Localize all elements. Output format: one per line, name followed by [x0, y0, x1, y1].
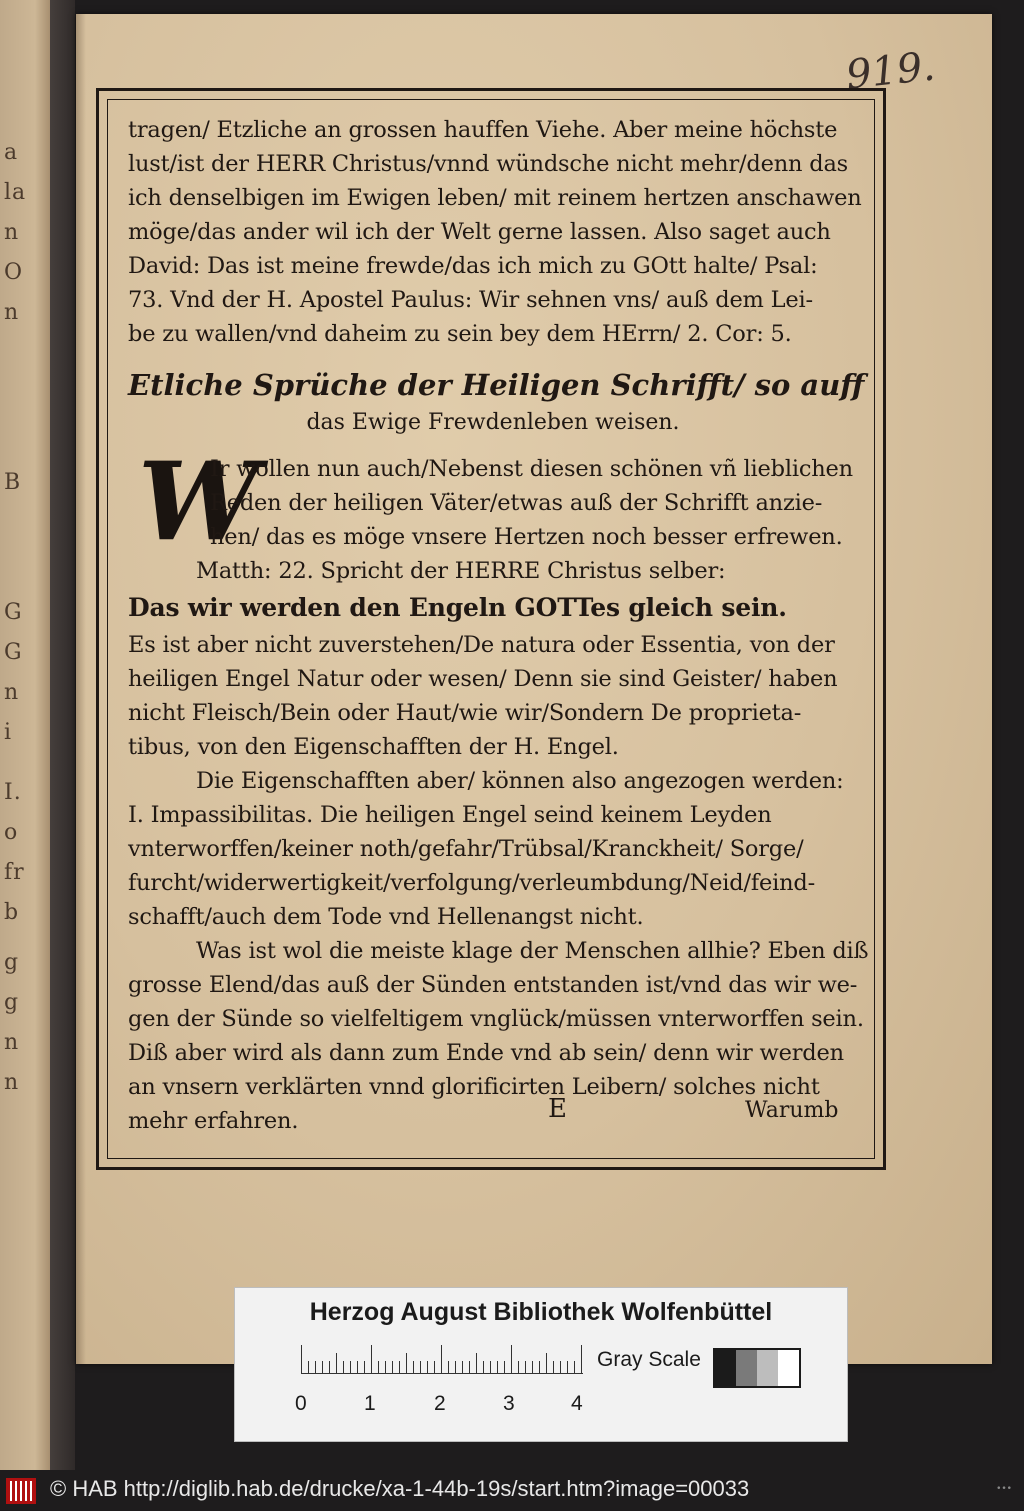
ruler-tick [504, 1361, 505, 1373]
text-line: Es ist aber nicht zuverstehen/De natura oder Essentia, von der [128, 632, 835, 658]
ruler-number: 0 [295, 1392, 307, 1415]
library-name: Herzog August Bibliothek Wolfenbüttel [309, 1298, 773, 1326]
book-spine [0, 0, 75, 1470]
ruler-number: 3 [503, 1392, 515, 1415]
folio-number: 919. [843, 43, 938, 99]
text-line: David: Das ist meine frewde/das ich mich zu GOtt halte/ Psal: [128, 253, 818, 279]
ruler-tick [567, 1361, 568, 1373]
section-heading [128, 364, 865, 440]
ruler-tick [301, 1345, 302, 1373]
gray-scale-label: Gray Scale [597, 1348, 701, 1371]
drop-capital: W [138, 439, 260, 565]
ruler-tick [525, 1361, 526, 1373]
text-line: nicht Fleisch/Bein oder Haut/wie wir/Sondern De proprieta- [128, 700, 802, 726]
ruler-tick [553, 1361, 554, 1373]
text-line: heiligen Engel Natur oder wesen/ Denn sie sind Geister/ haben [128, 666, 838, 692]
text-line: Ir wollen nun auch/Nebenst diesen schönen vñ lieblichen [210, 456, 853, 482]
ruler-tick [455, 1361, 456, 1373]
scale-ruler [301, 1346, 583, 1374]
gray-swatch [778, 1350, 799, 1386]
ruler-tick [546, 1353, 547, 1373]
ruler-tick [378, 1361, 379, 1373]
ruler-number: 2 [434, 1392, 446, 1415]
ruler-tick [581, 1345, 582, 1373]
ruler-tick [420, 1361, 421, 1373]
page-gutter-shadow [76, 14, 86, 1364]
ruler-tick [336, 1353, 337, 1373]
ruler-tick [413, 1361, 414, 1373]
ruler-tick [539, 1361, 540, 1373]
text-line: Reden der heiligen Väter/etwas auß der Schrifft anzie- [210, 490, 823, 516]
emphasized-line: Das wir werden den Engeln GOTTes gleich sein. [128, 593, 787, 622]
ruler-tick [329, 1361, 330, 1373]
ruler-tick [357, 1361, 358, 1373]
text-line: Die Eigenschafften aber/ können also angezogen werden: [196, 768, 844, 794]
ruler-tick [511, 1345, 512, 1373]
text-line: I. Impassibilitas. Die heiligen Engel seind keinem Leyden [128, 802, 772, 828]
text-line: be zu wallen/vnd daheim zu sein bey dem HErrn/ 2. Cor: 5. [128, 321, 792, 347]
ruler-tick [518, 1361, 519, 1373]
ruler-tick [434, 1361, 435, 1373]
text-block-top [128, 113, 862, 351]
text-line: vnterworffen/keiner noth/gefahr/Trübsal/Kranckheit/ Sorge/ [128, 836, 804, 862]
text-line: hen/ das es möge vnsere Hertzen noch besser erfrewen. [210, 524, 843, 550]
ruler-tick [371, 1345, 372, 1373]
gray-scale-swatches [713, 1348, 801, 1388]
ruler-tick [427, 1361, 428, 1373]
library-color-card [234, 1287, 848, 1442]
text-line: möge/das ander wil ich der Welt gerne lassen. Also saget auch [128, 219, 831, 245]
previous-page-edge: a la n O n B G G n i I. o fr b g g n n [0, 0, 50, 1470]
ruler-tick [441, 1345, 442, 1373]
ruler-number: 1 [364, 1392, 376, 1415]
gray-swatch [736, 1350, 757, 1386]
ruler-tick [560, 1361, 561, 1373]
signature-mark: E [548, 1094, 567, 1124]
text-line: 73. Vnd der H. Apostel Paulus: Wir sehnen vns/ auß dem Lei- [128, 287, 813, 313]
ruler-tick [399, 1361, 400, 1373]
copyright-url: © HAB http://diglib.hab.de/drucke/xa-1-44b-19s/start.htm?image=00033 [50, 1476, 750, 1501]
ruler-tick [385, 1361, 386, 1373]
footer-bar [0, 1470, 1024, 1511]
footer-dots-icon: ••• [996, 1484, 1012, 1494]
ruler-tick [469, 1361, 470, 1373]
gray-swatch [715, 1350, 736, 1386]
text-line: grosse Elend/das auß der Sünden entstanden ist/vnd das wir we- [128, 972, 858, 998]
text-line: tibus, von den Eigenschafften der H. Engel. [128, 734, 619, 760]
text-line: mehr erfahren. [128, 1108, 299, 1134]
text-line: lust/ist der HERR Christus/vnnd wündsche nicht mehr/denn das [128, 151, 849, 177]
ruler-tick [315, 1361, 316, 1373]
ruler-tick [483, 1361, 484, 1373]
text-line: Matth: 22. Spricht der HERRE Christus selber: [196, 558, 726, 584]
ruler-tick [574, 1361, 575, 1373]
ruler-tick [497, 1361, 498, 1373]
hab-logo-icon [6, 1478, 36, 1504]
ruler-tick [350, 1361, 351, 1373]
ruler-tick [462, 1361, 463, 1373]
text-line: schafft/auch dem Tode vnd Hellenangst nicht. [128, 904, 644, 930]
text-line: Diß aber wird als dann zum Ende vnd ab sein/ denn wir werden [128, 1040, 844, 1066]
text-line: gen der Sünde so vielfeltigem vnglück/müssen vnterworffen sein. [128, 1006, 864, 1032]
ruler-tick [364, 1361, 365, 1373]
heading-line-2: das Ewige Frewdenleben weisen. [306, 410, 680, 435]
heading-line-1: Etliche Sprüche der Heiligen Schrifft/ so auff [128, 368, 865, 402]
ruler-tick [490, 1361, 491, 1373]
ruler-tick [406, 1353, 407, 1373]
gray-swatch [757, 1350, 778, 1386]
ruler-tick [448, 1361, 449, 1373]
text-line: an vnsern verklärten vnnd glorificirten Leibern/ solches nicht [128, 1074, 820, 1100]
ruler-tick [343, 1361, 344, 1373]
text-line: Was ist wol die meiste klage der Menschen allhie? Eben diß [196, 938, 869, 964]
catchword: Warumb [745, 1098, 839, 1123]
text-block-main [128, 452, 869, 1138]
text-line: tragen/ Etzliche an grossen hauffen Viehe. Aber meine höchste [128, 117, 838, 143]
ruler-tick [322, 1361, 323, 1373]
ruler-tick [532, 1361, 533, 1373]
ruler-tick [476, 1353, 477, 1373]
text-line: ich denselbigen im Ewigen leben/ mit reinem hertzen anschawen [128, 185, 862, 211]
ruler-tick [392, 1361, 393, 1373]
ruler-tick [308, 1361, 309, 1373]
ruler-number: 4 [571, 1392, 583, 1415]
text-line: furcht/widerwertigkeit/verfolgung/verleumbdung/Neid/feind- [128, 870, 815, 896]
